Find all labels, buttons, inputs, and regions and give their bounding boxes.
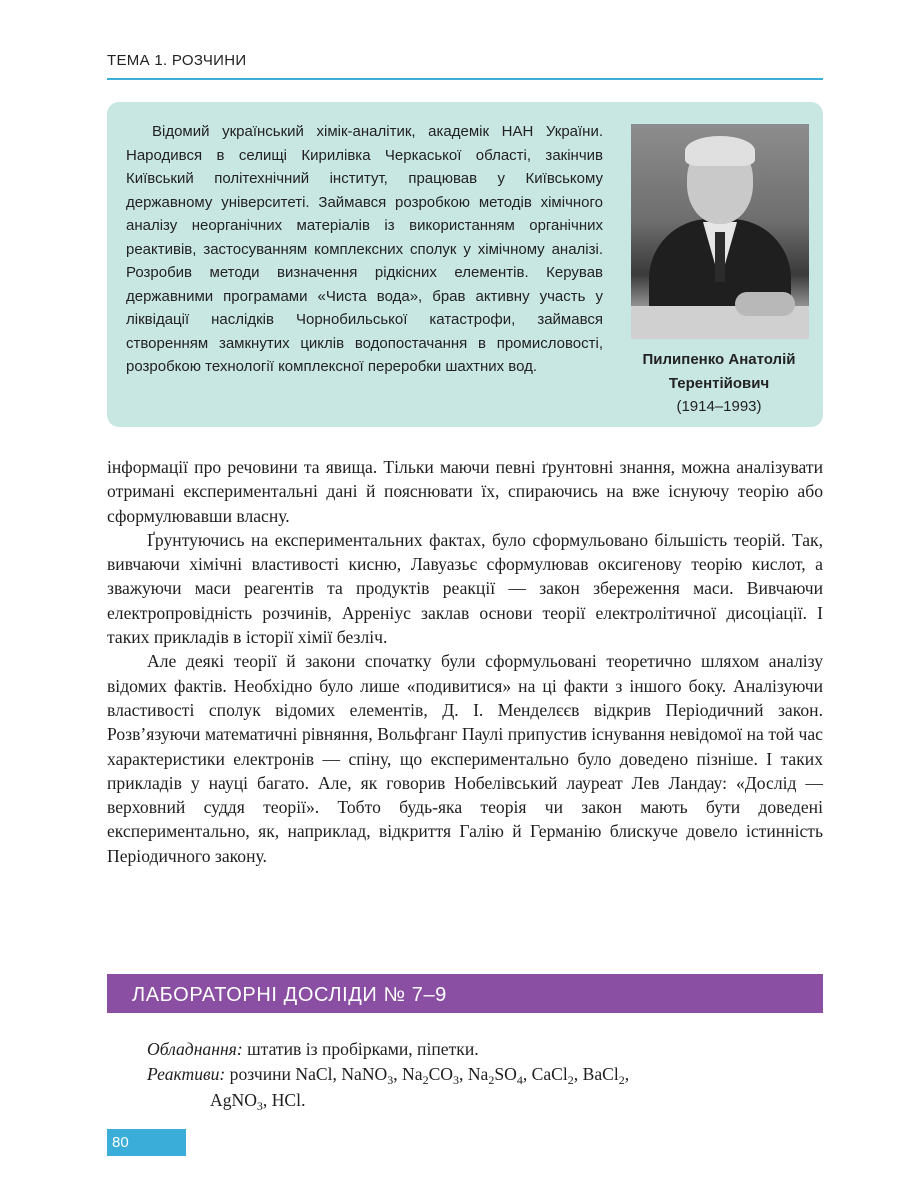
reagent: BaCl bbox=[582, 1064, 619, 1084]
header-divider bbox=[107, 78, 823, 80]
lab-section-title: ЛАБОРАТОРНІ ДОСЛІДИ № 7–9 bbox=[132, 984, 447, 1006]
page-header bbox=[107, 52, 823, 78]
reagents-label: Реактиви: bbox=[147, 1064, 226, 1084]
scientist-portrait bbox=[631, 124, 809, 339]
lab-section-banner bbox=[107, 974, 823, 1013]
subscript: 2 bbox=[618, 1073, 625, 1087]
main-text bbox=[107, 455, 823, 868]
portrait-hair bbox=[685, 136, 755, 166]
reagents-line: Реактиви: розчини NaCl, NaNO$_3$, $Na_2CO_3$, $Na_2SO_4$, CaCl$_2$, BaCl$_2$, AgNO$_3$, HCl. bbox=[147, 1061, 823, 1113]
reagents-prefix: розчини bbox=[225, 1064, 296, 1084]
header-title: ТЕМА 1. РОЗЧИНИ bbox=[107, 52, 247, 69]
reagent: Na bbox=[402, 1064, 423, 1084]
scientist-years: (1914–1993) bbox=[676, 398, 762, 415]
page-number-badge bbox=[107, 1129, 186, 1156]
page-number: 80 bbox=[112, 1134, 129, 1151]
equipment-label: Обладнання: bbox=[147, 1039, 243, 1059]
reagents-line-2: AgNO$_3$, HCl. bbox=[210, 1090, 306, 1113]
subscript: 2 bbox=[567, 1073, 574, 1087]
reagent: HCl bbox=[271, 1090, 302, 1110]
portrait-hands bbox=[735, 292, 795, 316]
reagent: CaCl bbox=[531, 1064, 568, 1084]
reagent: SO bbox=[494, 1064, 517, 1084]
biography-text: Відомий український хімік-аналітик, академік НАН України. Народився в селищі Кирилівка Черкаської області, закінчив Київський політехнічний інститут, працював у Київському державному університеті. Займався розробкою методів хімічного аналізу неорганічних матеріалів із використанням органічних реактивів, застосуванням комплексних сполук у хімічному аналізі. Розробив методи визначення рідкісних елементів. Керував державними програмами «Чиста вода», брав активну участь у ліквідації наслідків Чорнобильської катастрофи, займався створенням замкнутих циклів водопостачання в промисловості, розробкою технології комплексної переробки шахтних вод. bbox=[126, 123, 603, 375]
reagent: CO bbox=[428, 1064, 454, 1084]
portrait-caption bbox=[619, 348, 819, 419]
equipment-line bbox=[147, 1036, 823, 1062]
reagent: AgNO bbox=[210, 1090, 257, 1110]
reagent: NaCl bbox=[295, 1064, 333, 1084]
portrait-tie bbox=[715, 232, 725, 282]
reagent: NaNO bbox=[341, 1064, 388, 1084]
reagent: Na bbox=[467, 1064, 489, 1084]
subscript: 4 bbox=[516, 1073, 523, 1087]
equipment-text: штатив із пробірками, піпетки. bbox=[242, 1039, 479, 1059]
paragraph: інформації про речовини та явища. Тільки маючи певні ґрунтовні знання, можна аналізувати отримані експериментальні дані й пояснювати їх, спираючись на вже існуючу теорію або сформулювавши власну. bbox=[107, 457, 823, 526]
subscript: 3 bbox=[453, 1073, 460, 1087]
subscript: 3 bbox=[256, 1099, 263, 1113]
paragraph: Ґрунтуючись на експериментальних фактах, було сформульовано більшість теорій. Так, вивчаючи хімічні властивості кисню, Лавуазьє сформулював оксигенову теорію кислот, а зважуючи маси реагентів та продуктів реакції — закон збереження маси. Вивчаючи електропровідність розчинів, Арреніус заклав основи теорії електролітичної дисоціації. І таких прикладів в історії хімії безліч. bbox=[107, 529, 823, 648]
paragraph: Але деякі теорії й закони спочатку були сформульовані теоретично шляхом аналізу відомих фактів. Необхідно було лише «подивитися» на ці факти з іншого боку. Аналізуючи властивості сполук відомих елементів, Д. І. Менделєєв відкрив Періодичний закон. Розв’язуючи математичні рівняння, Вольфганг Паулі припустив існування невідомої на той час характеристики електронів — спіну, що експериментально було доведено пізніше. І таких прикладів у науці багато. Але, як говорив Нобелівський лауреат Лев Ландау: «Дослід — верховний суддя теорії». Тобто будь-яка теорія чи закон мають бути доведені експериментально, як, наприклад, відкриття Галію й Германію блискуче довело істинність Періодичного закону. bbox=[107, 651, 823, 866]
subscript: 3 bbox=[387, 1073, 394, 1087]
subscript: 2 bbox=[488, 1073, 495, 1087]
subscript: 2 bbox=[422, 1073, 429, 1087]
scientist-name: Пилипенко Анатолій Терентійович bbox=[642, 351, 796, 392]
